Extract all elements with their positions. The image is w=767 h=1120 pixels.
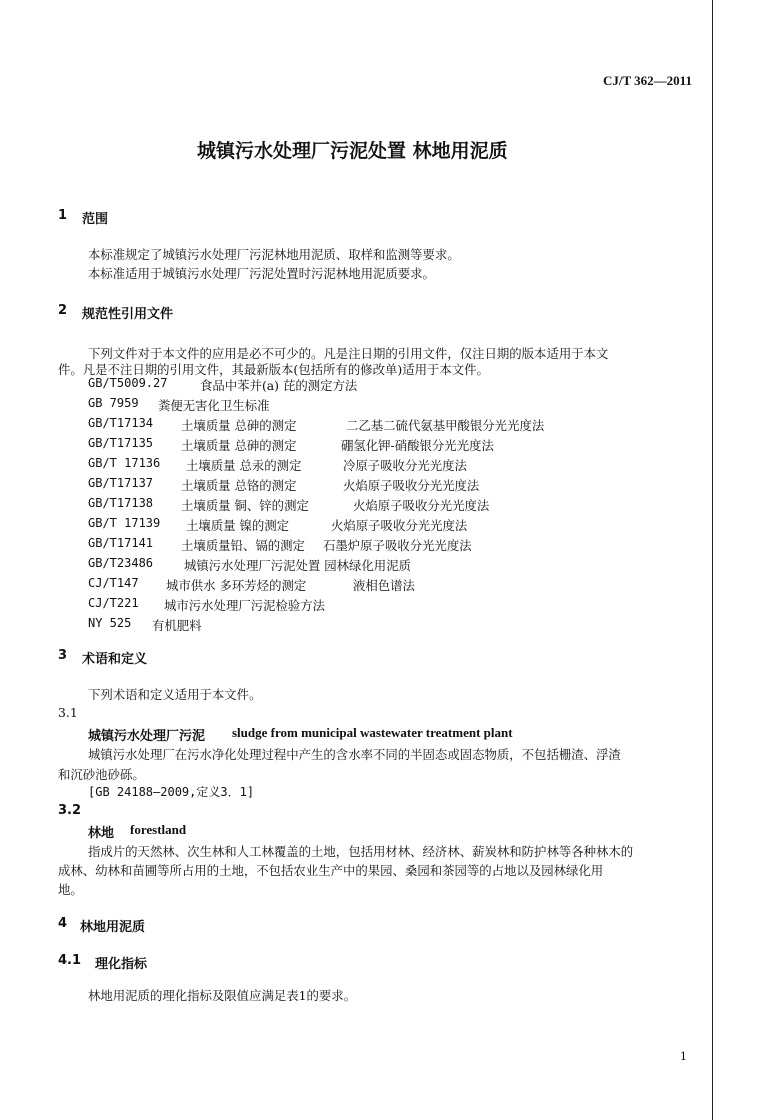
section-1-paragraph: 本标准规定了城镇污水处理厂污泥林地用泥质、取样和监测等要求。 — [88, 247, 460, 262]
reference-method: 冷原子吸收分光光度法 — [343, 458, 467, 473]
section-2-intro: 件。凡是不注日期的引用文件，其最新版本(包括所有的修改单)适用于本文件。 — [58, 362, 489, 377]
page-title: 城镇污水处理厂污泥处置 林地用泥质 — [197, 140, 508, 162]
standard-code: CJ/T 362—2011 — [603, 73, 692, 88]
reference-code: GB/T 17139 — [88, 516, 161, 530]
term-3-1-number: 3.1 — [58, 705, 78, 720]
term-3-2-english: forestland — [130, 822, 187, 837]
section-1-number: 1 — [58, 208, 68, 223]
subsection-4-1-number: 4.1 — [58, 953, 82, 968]
reference-code: GB/T17135 — [88, 436, 154, 450]
reference-method: 二乙基二硫代氨基甲酸银分光光度法 — [346, 418, 545, 433]
section-4-title: 林地用泥质 — [80, 920, 146, 935]
reference-code: CJ/T221 — [88, 596, 139, 610]
term-3-2-definition: 指成片的天然林、次生林和人工林覆盖的土地，包括用材林、经济林、薪炭林和防护林等各种林木的 — [88, 844, 634, 859]
right-margin-line — [712, 0, 713, 1120]
section-3-intro: 下列术语和定义适用于本文件。 — [88, 687, 262, 702]
reference-method: 石墨炉原子吸收分光光度法 — [323, 538, 472, 553]
section-2-title: 规范性引用文件 — [82, 307, 174, 322]
term-3-1-definition: 城镇污水处理厂在污水净化处理过程中产生的含水率不同的半固态或固态物质，不包括栅渣、浮渣 — [88, 747, 621, 762]
term-3-1-english: sludge from municipal wastewater treatment plant — [232, 725, 513, 740]
reference-code: GB/T17134 — [88, 416, 154, 430]
page-number: 1 — [680, 1050, 687, 1063]
reference-method: 火焰原子吸收分光光度法 — [343, 478, 480, 493]
section-3-number: 3 — [58, 648, 68, 663]
term-3-2-number: 3.2 — [58, 803, 82, 818]
reference-code: GB/T5009.27 — [88, 376, 168, 390]
reference-code: NY 525 — [88, 616, 132, 630]
reference-code: GB/T17141 — [88, 536, 154, 550]
reference-code: GB/T23486 — [88, 556, 154, 570]
term-3-2-chinese: 林地 — [88, 826, 115, 841]
reference-code: CJ/T147 — [88, 576, 139, 590]
section-1-paragraph: 本标准适用于城镇污水处理厂污泥处置时污泥林地用泥质要求。 — [88, 266, 435, 281]
reference-title: 粪便无害化卫生标准 — [158, 398, 270, 413]
section-3-title: 术语和定义 — [82, 652, 148, 667]
term-3-1-definition: 和沉砂池砂砾。 — [58, 767, 145, 782]
section-2-intro: 下列文件对于本文件的应用是必不可少的。凡是注日期的引用文件，仅注日期的版本适用于本文 — [88, 346, 609, 361]
reference-title: 食品中苯并(a) 芘的测定方法 — [200, 378, 358, 393]
reference-title: 城镇污水处理厂污泥处置 园林绿化用泥质 — [184, 558, 411, 573]
reference-code: GB/T 17136 — [88, 456, 161, 470]
reference-title: 城市污水处理厂污泥检验方法 — [164, 598, 326, 613]
term-3-2-definition: 成林、幼林和苗圃等所占用的土地，不包括农业生产中的果园、桑园和茶园等的占地以及园林绿化用 — [58, 863, 604, 878]
reference-method: 火焰原子吸收分光光度法 — [331, 518, 468, 533]
reference-method: 火焰原子吸收分光光度法 — [353, 498, 490, 513]
term-3-1-chinese: 城镇污水处理厂污泥 — [88, 729, 206, 744]
reference-title: 土壤质量 铜、锌的测定 — [181, 498, 309, 513]
reference-title: 土壤质量铅、镉的测定 — [181, 538, 305, 553]
reference-title: 城市供水 多环芳烃的测定 — [166, 578, 307, 593]
term-3-2-definition: 地。 — [58, 882, 83, 897]
subsection-4-1-title: 理化指标 — [95, 957, 148, 972]
section-4-paragraph: 林地用泥质的理化指标及限值应满足表1的要求。 — [88, 988, 357, 1003]
reference-title: 土壤质量 总铬的测定 — [181, 478, 297, 493]
reference-title: 土壤质量 镍的测定 — [186, 518, 290, 533]
reference-code: GB 7959 — [88, 396, 139, 410]
section-1-title: 范围 — [82, 212, 109, 227]
reference-title: 土壤质量 总砷的测定 — [181, 418, 297, 433]
section-4-number: 4 — [58, 916, 68, 931]
reference-method: 液相色谱法 — [353, 578, 415, 593]
reference-method: 硼氢化钾-硝酸银分光光度法 — [341, 438, 494, 453]
section-2-number: 2 — [58, 303, 68, 318]
reference-code: GB/T17138 — [88, 496, 154, 510]
reference-title: 土壤质量 总汞的测定 — [186, 458, 302, 473]
term-3-1-source: [GB 24188—2009,定义3．1] — [88, 785, 255, 799]
reference-title: 土壤质量 总砷的测定 — [181, 438, 297, 453]
reference-title: 有机肥料 — [152, 618, 202, 633]
reference-code: GB/T17137 — [88, 476, 154, 490]
